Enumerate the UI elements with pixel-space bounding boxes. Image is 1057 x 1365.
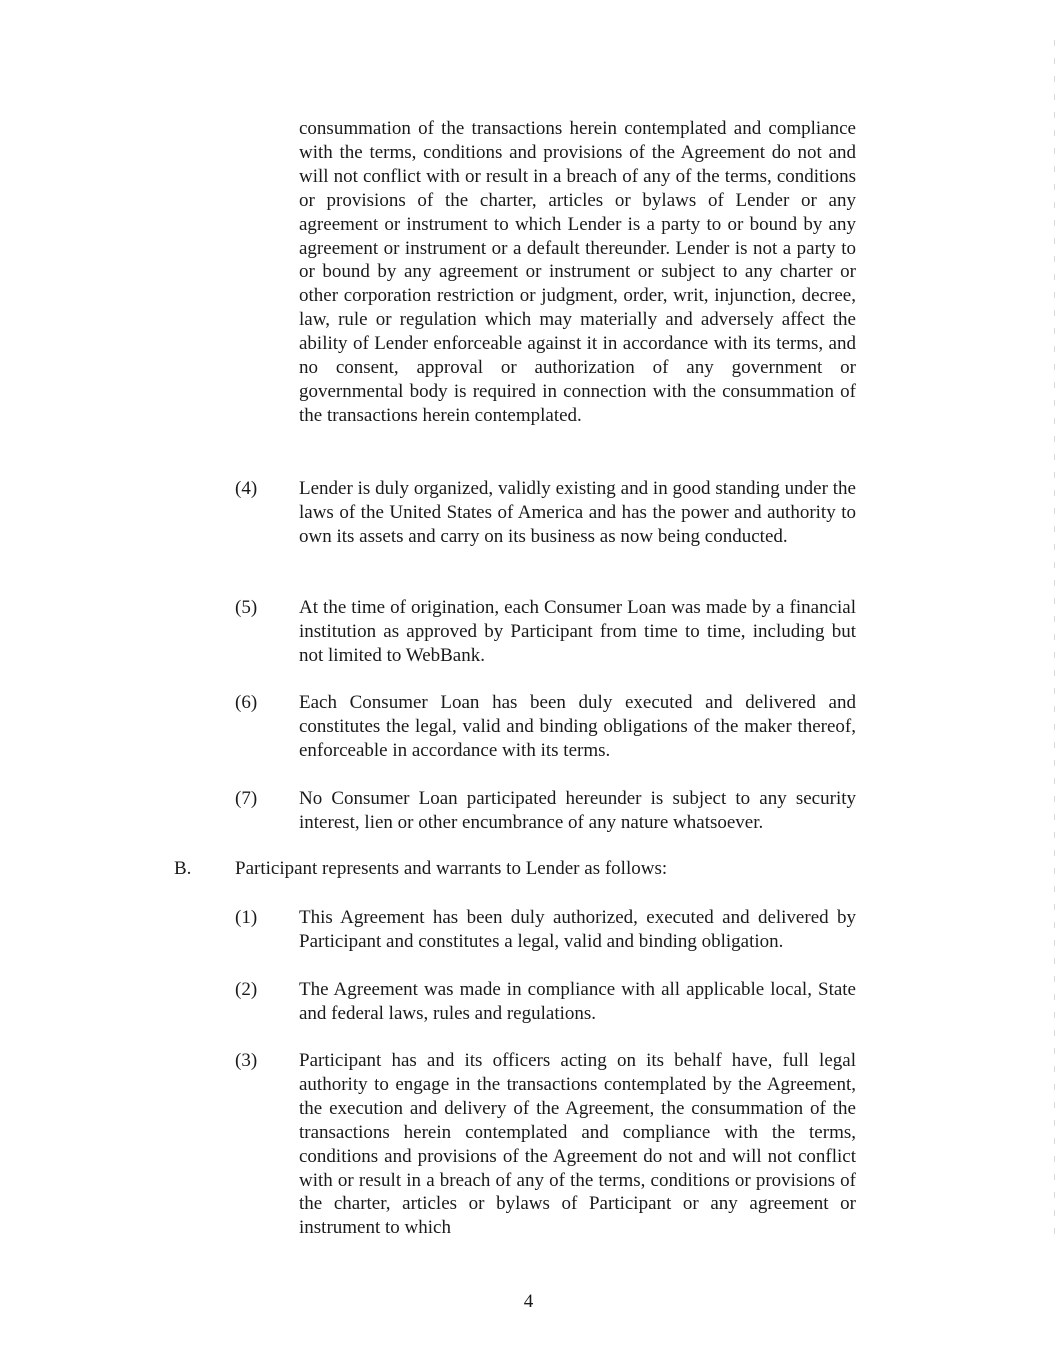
item-number: (5) bbox=[235, 597, 258, 618]
page-number: 4 bbox=[523, 1291, 534, 1312]
section-heading-text: Participant represents and warrants to Lender as follows: bbox=[235, 858, 668, 879]
item-text: The Agreement was made in compliance with all applicable local, State and federal laws, rules and regulations. bbox=[299, 979, 856, 1024]
item-text: At the time of origination, each Consumer Loan was made by a financial institution as approved by Participant from time to time, including but not limited to WebBank. bbox=[299, 597, 856, 666]
item-number: (2) bbox=[235, 979, 258, 1000]
item-text: Participant has and its officers acting on its behalf have, full legal authority to engage in the transactions contemplated by the Agreement, the execution and delivery of the Agreement, the consummation of the transactions herein contemplated and compliance with the terms, conditions and provisions of the Agreement do not and will not conflict with or result in a breach of any of the terms, conditions or provisions of the charter, articles or bylaws of Participant or any agreement or instrument to which bbox=[299, 1050, 856, 1239]
item-text: No Consumer Loan participated hereunder is subject to any security interest, lien or other encumbrance of any nature whatsoever. bbox=[299, 788, 856, 833]
item-number: (1) bbox=[235, 907, 258, 928]
item-number: (3) bbox=[235, 1050, 258, 1071]
item-number: (7) bbox=[235, 788, 258, 809]
continuation-paragraph: consummation of the transactions herein contemplated and compliance with the terms, conditions and provisions of the Agreement do not and will not conflict with or result in a breach of any of the terms, conditions or provisions of the charter, articles or bylaws of Lender or any agreement or instrument to which Lender is a party to or bound by any agreement or instrument or a default thereunder. Lender is not a party to or bound by any agreement or instrument or subject to any charter or other corporation restriction or judgment, order, writ, injunction, decree, law, rule or regulation which may materially and adversely affect the ability of Lender enforceable against it in accordance with its terms, and no consent, approval or authorization of any government or governmental body is required in connection with the consummation of the transactions herein contemplated. bbox=[299, 118, 856, 426]
scan-edge-artifact bbox=[1054, 40, 1055, 1240]
item-number: (6) bbox=[235, 692, 258, 713]
item-number: (4) bbox=[235, 478, 258, 499]
item-text: This Agreement has been duly authorized, executed and delivered by Participant and constitutes a legal, valid and binding obligation. bbox=[299, 907, 856, 952]
item-text: Each Consumer Loan has been duly executed and delivered and constitutes the legal, valid and binding obligations of the maker thereof, enforceable in accordance with its terms. bbox=[299, 692, 856, 761]
item-text: Lender is duly organized, validly existing and in good standing under the laws of the United States of America and has the power and authority to own its assets and carry on its business as now being conducted. bbox=[299, 478, 856, 547]
section-letter: B. bbox=[174, 858, 192, 879]
